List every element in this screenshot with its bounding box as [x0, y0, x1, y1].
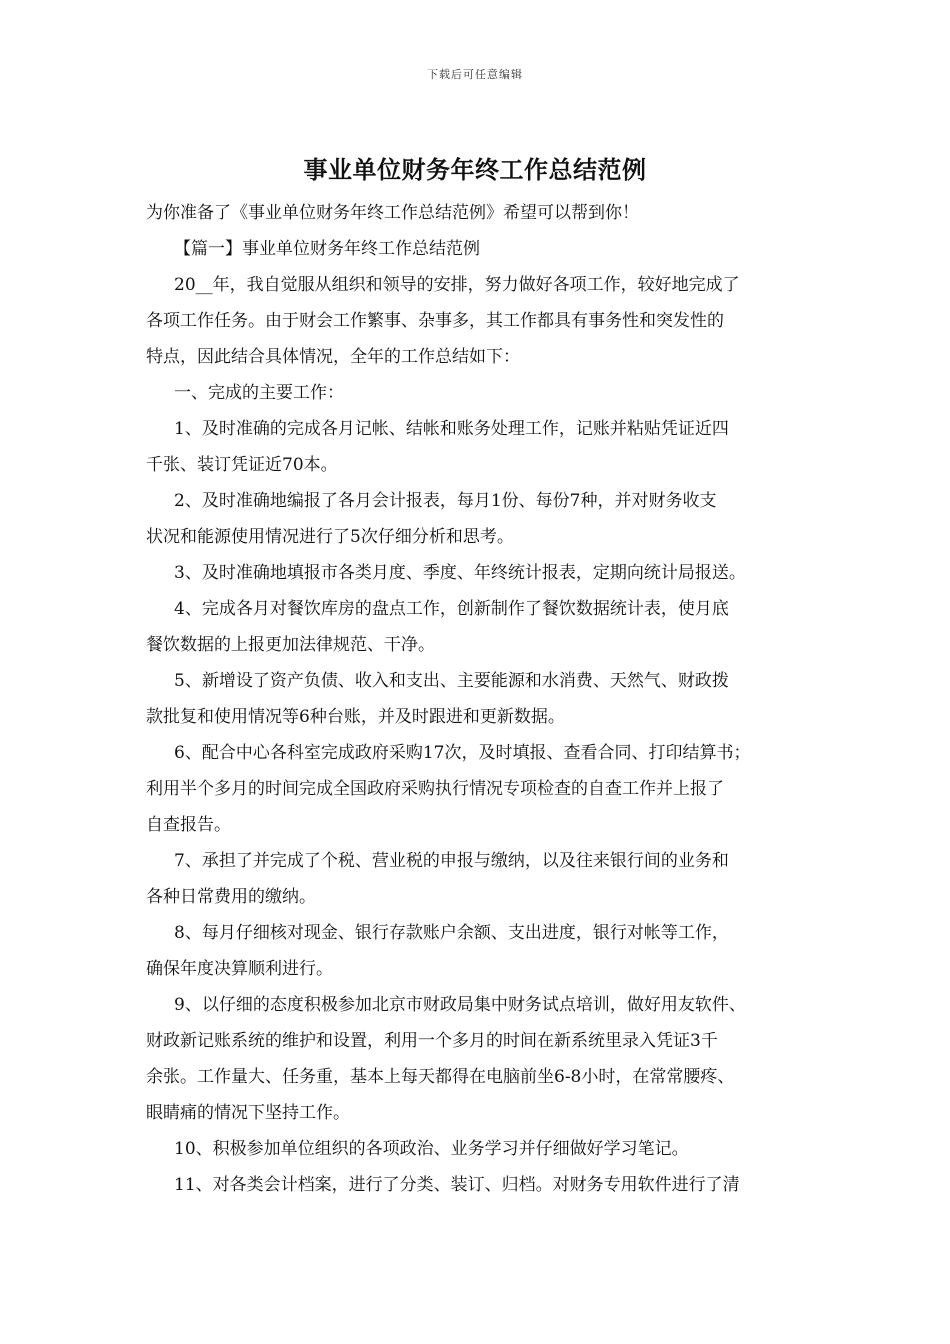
paragraph-line: 3、及时准确地填报市各类月度、季度、年终统计报表，定期向统计局报送。	[174, 563, 746, 583]
paragraph-line: 款批复和使用情况等6种台账，并及时跟进和更新数据。	[146, 707, 565, 727]
paragraph-line: 余张。工作量大、任务重，基本上每天都得在电脑前坐6-8小时，在常常腰疼、	[146, 1067, 735, 1087]
body-paragraph	[146, 555, 808, 591]
paragraph-line: 财政新记账系统的维护和设置，利用一个多月的时间在新系统里录入凭证3千	[146, 1031, 718, 1051]
document-body	[146, 195, 808, 1203]
body-paragraph	[146, 663, 808, 735]
body-paragraph	[146, 915, 808, 987]
paragraph-line: 4、完成各月对餐饮库房的盘点工作，创新制作了餐饮数据统计表，使月底	[174, 599, 729, 619]
page-header-note: 下载后可任意编辑	[427, 68, 523, 81]
paragraph-line: 6、配合中心各科室完成政府采购17次，及时填报、查看合同、打印结算书；	[174, 743, 751, 763]
paragraph-line: 利用半个多月的时间完成全国政府采购执行情况专项检查的自查工作并上报了	[146, 779, 724, 799]
paragraph-line: 9、以仔细的态度积极参加北京市财政局集中财务试点培训，做好用友软件、	[174, 995, 746, 1015]
paragraph-line: 各项工作任务。由于财会工作繁事、杂事多，其工作都具有事务性和突发性的	[146, 311, 724, 331]
paragraph-line: 10、积极参加单位组织的各项政治、业务学习并仔细做好学习笔记。	[174, 1139, 689, 1159]
paragraph-line: 11、对各类会计档案，进行了分类、装订、归档。对财务专用软件进行了清	[174, 1175, 740, 1195]
paragraph-line: 餐饮数据的上报更加法律规范、干净。	[146, 635, 435, 655]
paragraph-line: 千张、装订凭证近70本。	[146, 455, 338, 475]
section-heading: 【篇一】事业单位财务年终工作总结范例	[174, 239, 480, 259]
paragraph-line: 各种日常费用的缴纳。	[146, 887, 316, 907]
body-paragraph	[146, 987, 808, 1131]
paragraph-line: 20__年，我自觉服从组织和领导的安排，努力做好各项工作，较好地完成了	[174, 275, 740, 295]
paragraph-line: 眼睛痛的情况下坚持工作。	[146, 1103, 350, 1123]
paragraph-line: 一、完成的主要工作：	[174, 383, 344, 403]
body-paragraph	[146, 1131, 808, 1167]
body-paragraph	[146, 735, 808, 843]
paragraph-line: 7、承担了并完成了个税、营业税的申报与缴纳，以及往来银行间的业务和	[174, 851, 729, 871]
paragraph-line: 8、每月仔细核对现金、银行存款账户余额、支出进度，银行对帐等工作，	[174, 923, 729, 943]
body-paragraph	[146, 483, 808, 555]
document-title: 事业单位财务年终工作总结范例	[303, 155, 647, 184]
paragraph-line: 2、及时准确地编报了各月会计报表，每月1份、每份7种，并对财务收支	[174, 491, 717, 511]
body-paragraph	[146, 411, 808, 483]
paragraph-line: 5、新增设了资产负债、收入和支出、主要能源和水消费、天然气、财政拨	[174, 671, 729, 691]
body-paragraph	[146, 591, 808, 663]
intro-line: 为你准备了《事业单位财务年终工作总结范例》希望可以帮到你！	[146, 203, 639, 223]
paragraph-line: 1、及时准确的完成各月记帐、结帐和账务处理工作，记账并粘贴凭证近四	[174, 419, 729, 439]
body-paragraph	[146, 843, 808, 915]
paragraph-list	[146, 267, 808, 1203]
paragraph-line: 确保年度决算顺利进行。	[146, 959, 333, 979]
body-paragraph	[146, 375, 808, 411]
paragraph-line: 状况和能源使用情况进行了5次仔细分析和思考。	[146, 527, 514, 547]
paragraph-line: 特点，因此结合具体情况，全年的工作总结如下：	[146, 347, 520, 367]
paragraph-line: 自查报告。	[146, 815, 231, 835]
body-paragraph	[146, 267, 808, 375]
body-paragraph	[146, 1167, 808, 1203]
